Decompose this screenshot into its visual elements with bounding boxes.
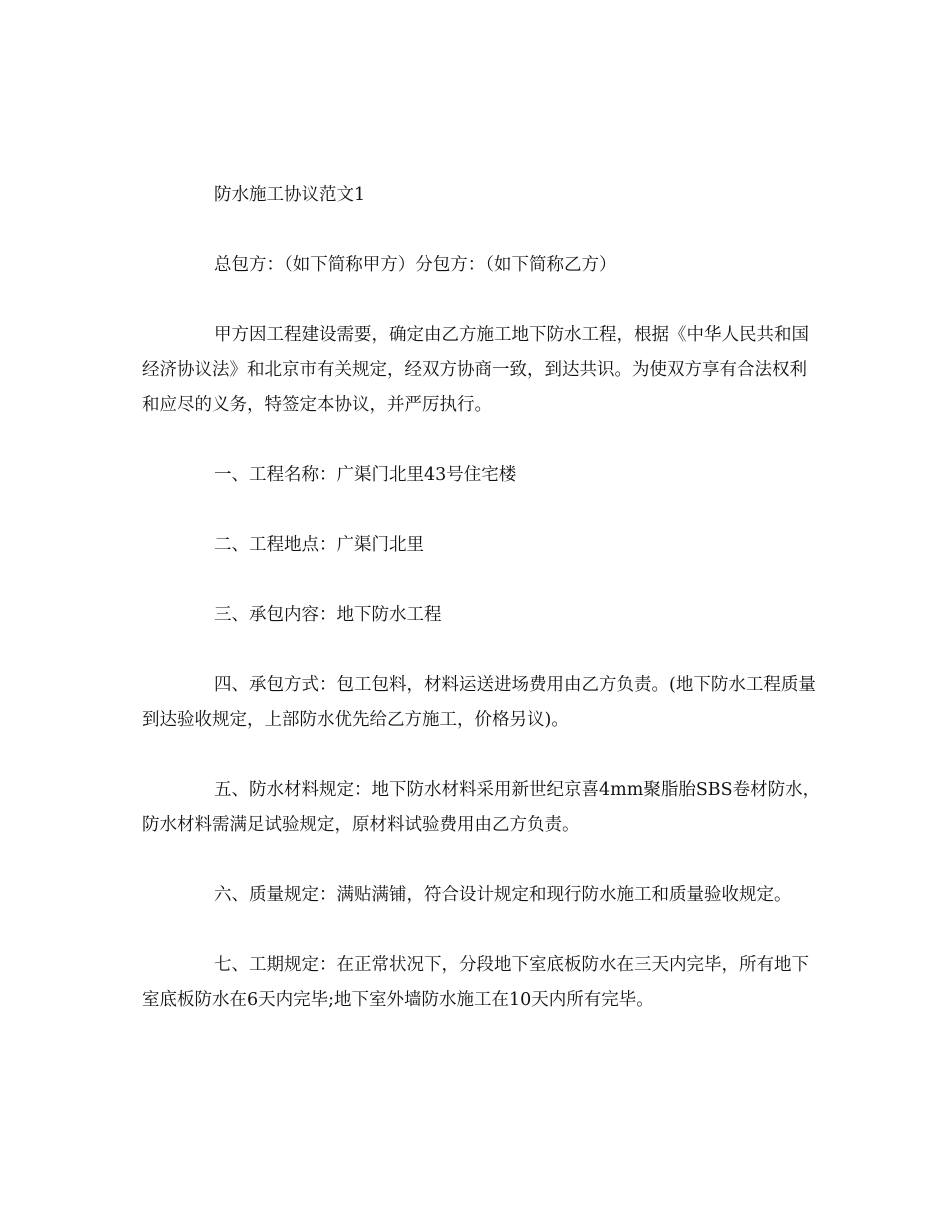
clause-project-location: 二、工程地点：广渠门北里 bbox=[214, 535, 424, 555]
document-body bbox=[142, 178, 822, 1018]
document-title: 防水施工协议范文1 bbox=[214, 185, 366, 205]
clause-contract-scope: 三、承包内容：地下防水工程 bbox=[214, 605, 442, 625]
clause-project-name: 一、工程名称：广渠门北里43号住宅楼 bbox=[214, 465, 517, 485]
clause-contract-method: 四、承包方式：包工包料，材料运送进场费用由乙方负责。(地下防水工程质量到达验收规定，上部防水优先给乙方施工，价格另议)。 bbox=[142, 675, 816, 730]
clause-schedule-requirements: 七、工期规定：在正常状况下，分段地下室底板防水在三天内完毕，所有地下室底板防水在6天内完毕;地下室外墙防水施工在10天内所有完毕。 bbox=[142, 955, 809, 1010]
clause-quality-requirements: 六、质量规定：满贴满铺，符合设计规定和现行防水施工和质量验收规定。 bbox=[214, 885, 792, 905]
clause-material-requirements: 五、防水材料规定：地下防水材料采用新世纪京喜4mm聚脂胎SBS卷材防水，防水材料需满足试验规定，原材料试验费用由乙方负责。 bbox=[142, 780, 821, 835]
preamble-paragraph: 甲方因工程建设需要，确定由乙方施工地下防水工程，根据《中华人民共和国经济协议法》和北京市有关规定，经双方协商一致，到达共识。为使双方享有合法权利和应尽的义务，特签定本协议，并严厉执行。 bbox=[142, 325, 809, 415]
parties-line: 总包方：（如下简称甲方）分包方：（如下简称乙方） bbox=[214, 255, 617, 275]
